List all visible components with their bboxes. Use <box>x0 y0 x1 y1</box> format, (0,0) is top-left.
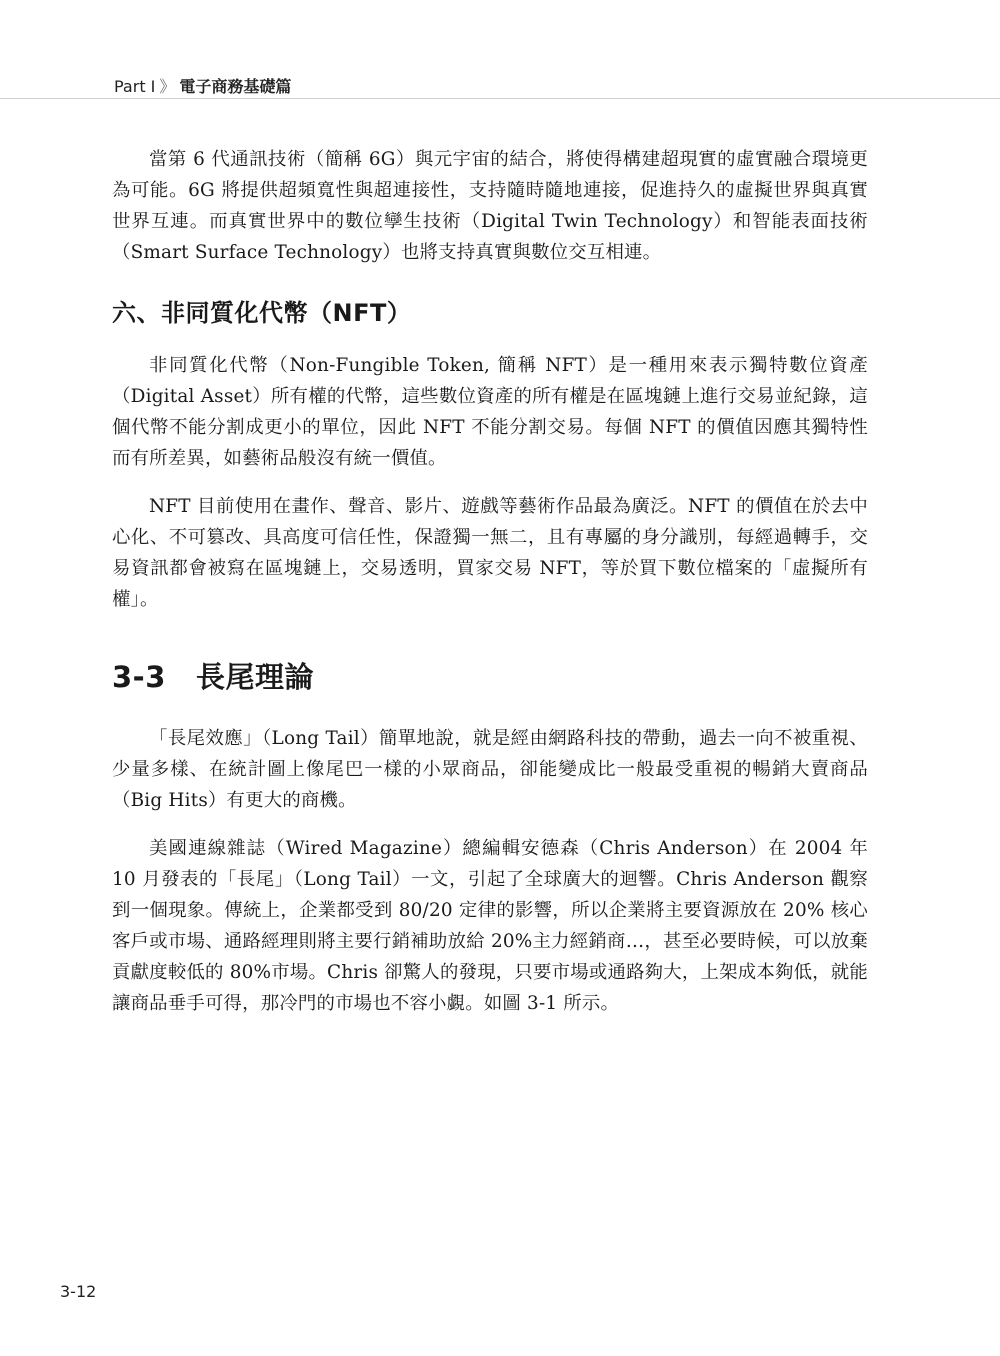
paragraph-nft-definition: 非同質化代幣（Non-Fungible Token, 簡稱 NFT）是一種用來表示獨特數位資產（Digital Asset）所有權的代幣，這些數位資產的所有權是在區塊鏈上進行交易並紀錄，這個代幣不能分割成更小的單位，因此 NFT 不能分割交易。每個 NFT 的價值因應其獨特性而有所差異，如藝術品般沒有統一價值。 <box>112 355 868 469</box>
paragraph-nft-usage: NFT 目前使用在畫作、聲音、影片、遊戲等藝術作品最為廣泛。NFT 的價值在於去中心化、不可篡改、具高度可信任性，保證獨一無二，且有專屬的身分識別，每經過轉手，交易資訊都會被寫在區塊鏈上，交易透明，買家交易 NFT，等於買下數位檔案的「虛擬所有權」。 <box>112 496 868 610</box>
page-content <box>112 144 868 1036</box>
section-heading-long-tail <box>112 657 868 697</box>
running-header <box>0 0 1000 99</box>
part-label: Part I <box>114 77 156 96</box>
paragraph-long-tail-definition: 「長尾效應」（Long Tail）簡單地說，就是經由網路科技的帶動，過去一向不被重視、少量多樣、在統計圖上像尾巴一樣的小眾商品，卻能變成比一般最受重視的暢銷大賣商品（Big Hits）有更大的商機。 <box>112 728 868 811</box>
paragraph-6g: 當第 6 代通訊技術（簡稱 6G）與元宇宙的結合，將使得構建超現實的虛實融合環境更為可能。6G 將提供超頻寬性與超連接性，支持隨時隨地連接，促進持久的虛擬世界與真實世界互連。而真實世界中的數位孿生技術（Digital Twin Technology）和智能表面技術（Smart Surface Technology）也將支持真實與數位交互相連。 <box>112 149 868 263</box>
page-number: 3-12 <box>60 1282 97 1301</box>
running-header-label <box>114 74 291 97</box>
section-number: 3-3 <box>112 660 166 694</box>
section-title: 長尾理論 <box>196 660 315 694</box>
header-separator: 》 <box>159 77 176 96</box>
chapter-title: 電子商務基礎篇 <box>179 77 292 96</box>
section-heading-nft: 六、非同質化代幣（NFT） <box>112 299 412 327</box>
paragraph-chris-anderson: 美國連線雜誌（Wired Magazine）總編輯安德森（Chris Anderson）在 2004 年 10 月發表的「長尾」（Long Tail）一文，引起了全球廣大的迴響。Chris Anderson 觀察到一個現象。傳統上，企業都受到 80/20 定律的影響，所以企業將主要資源放在 20% 核心客戶或市場、通路經理則將主要行銷補助放給 20%主力經銷商…，甚至必要時候，可以放棄貢獻度較低的 80%市場。Chris 卻驚人的發現，只要市場或通路夠大，上架成本夠低，就能讓商品垂手可得，那冷門的市場也不容小覷。如圖 3-1 所示。 <box>112 838 868 1014</box>
